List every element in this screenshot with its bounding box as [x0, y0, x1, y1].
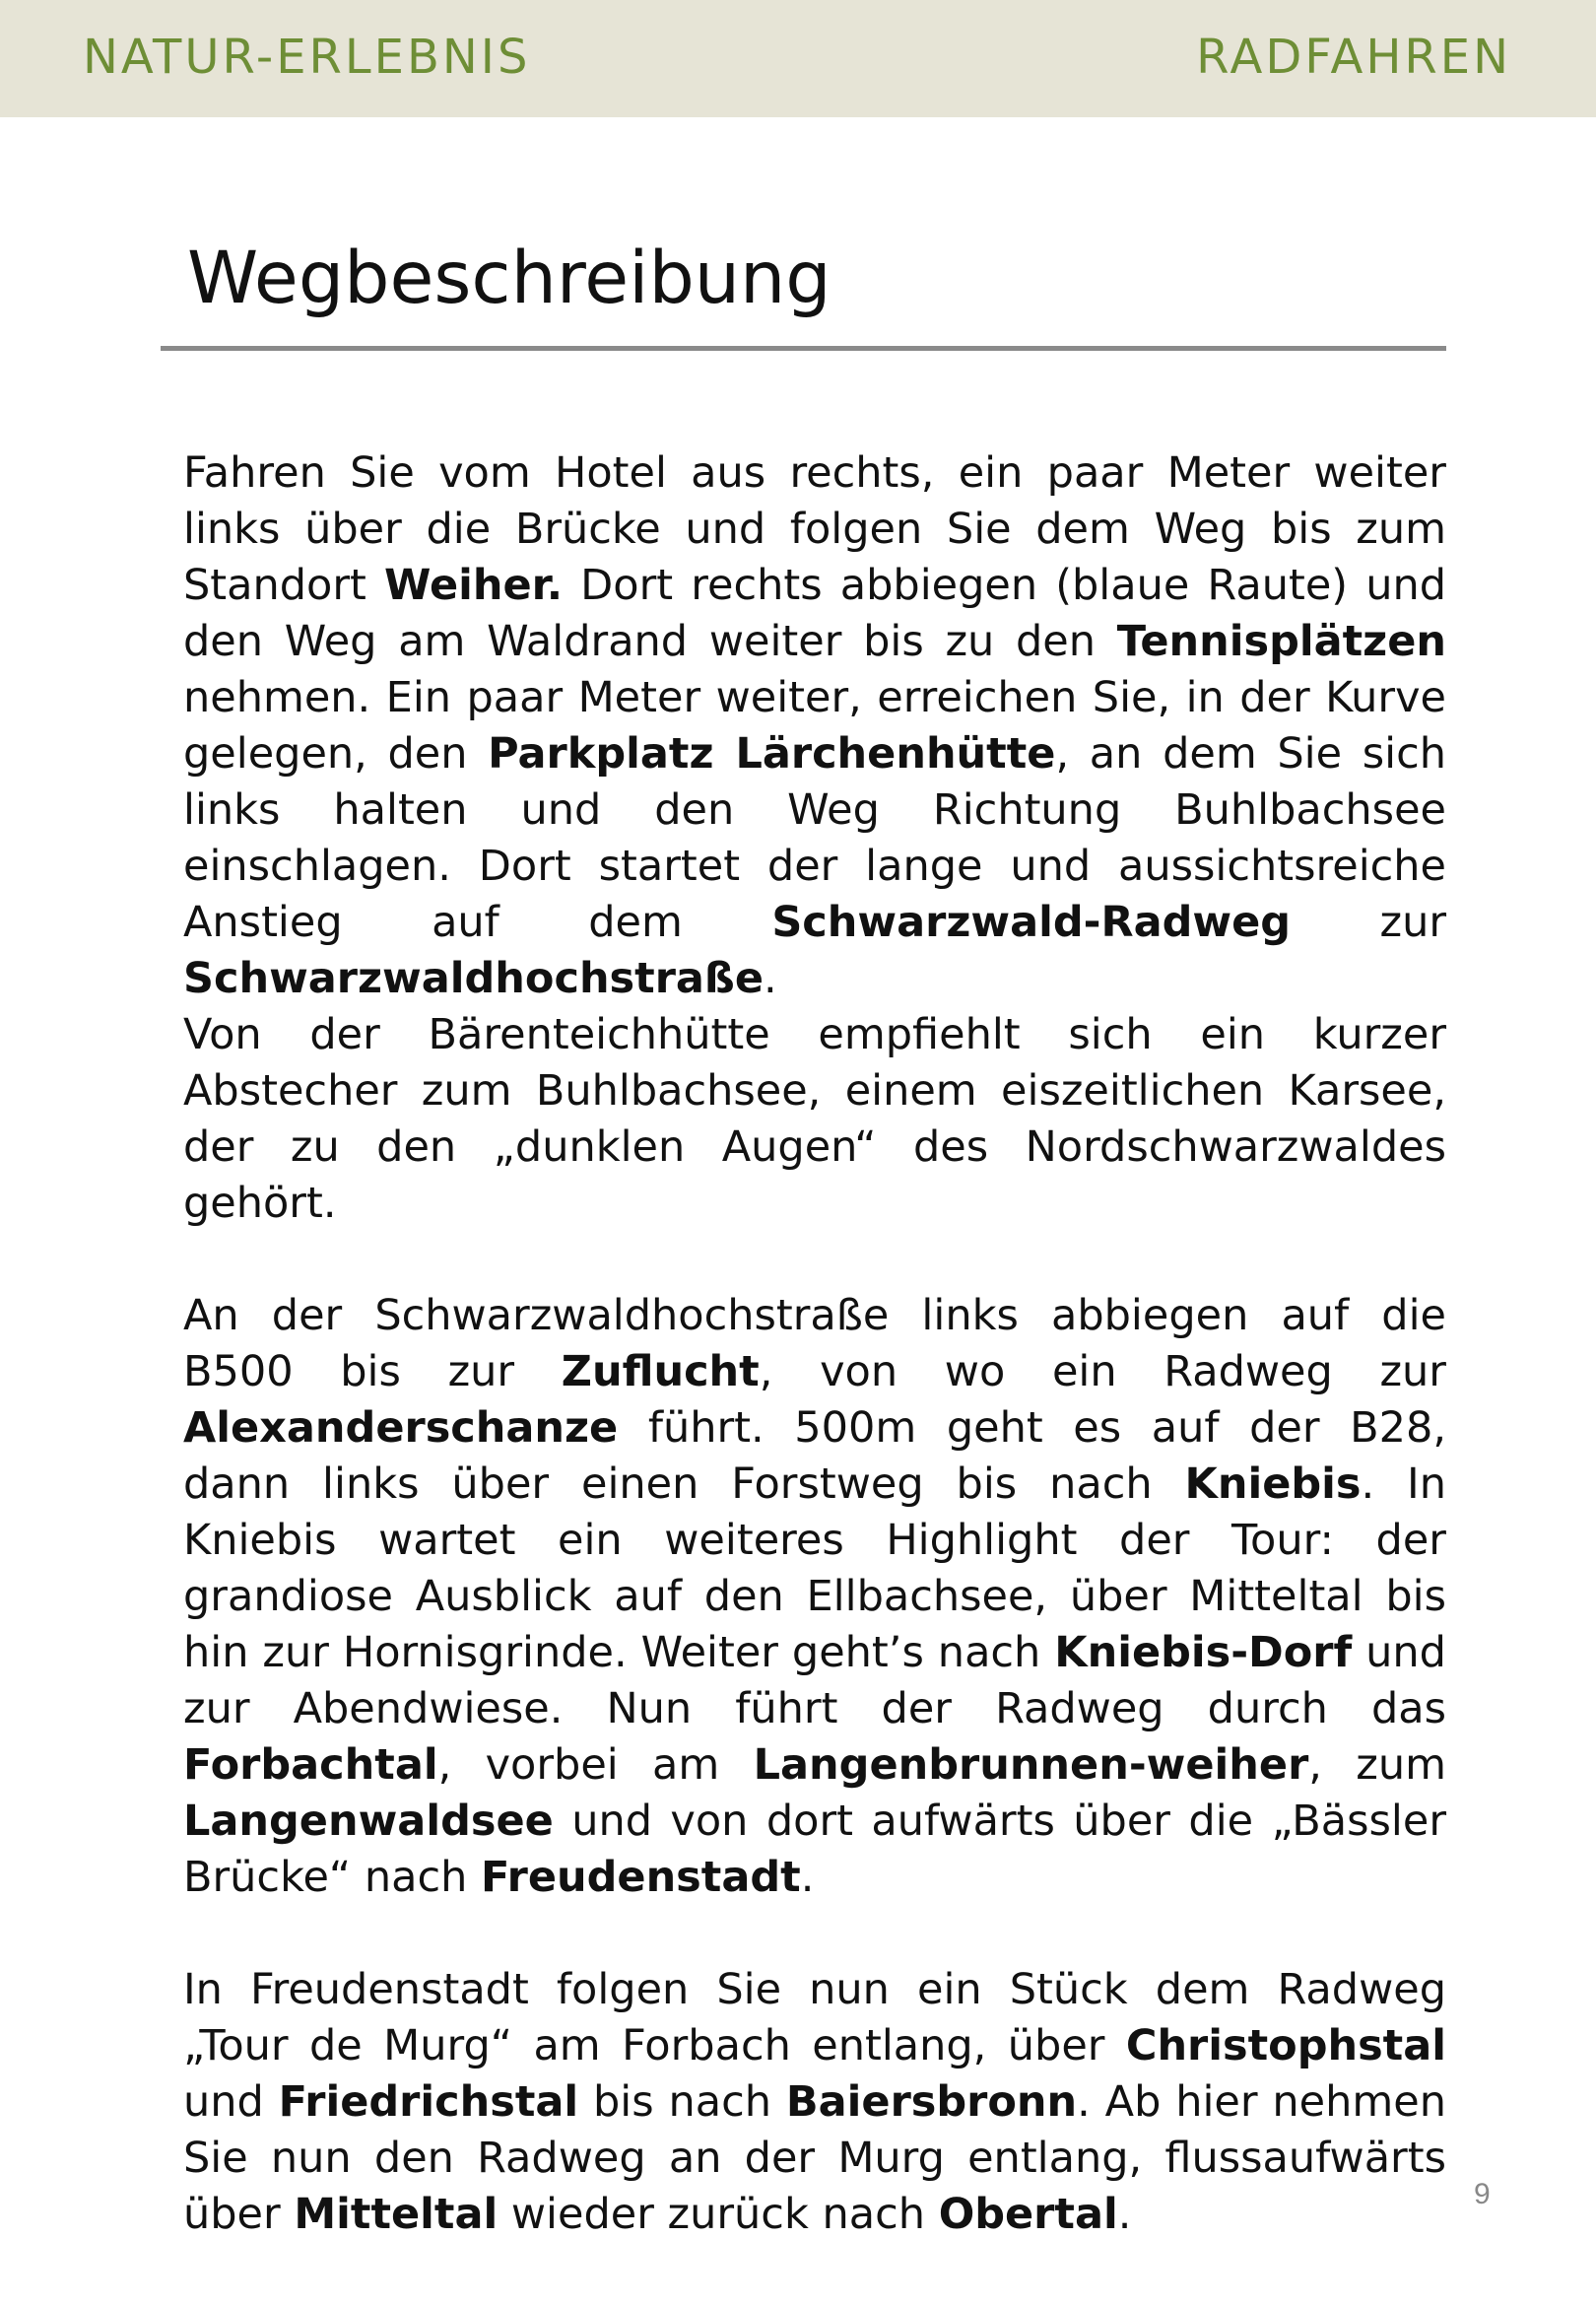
text-segment: , zum	[1308, 1740, 1446, 1790]
paragraph	[183, 1962, 1446, 2243]
place-name: Langenbrunnen-weiher	[753, 1740, 1309, 1790]
place-name: Schwarzwaldhochstraße	[183, 954, 765, 1003]
text-segment: .	[764, 954, 777, 1003]
text-segment: bis nach	[578, 2077, 786, 2127]
text-segment: . Ab hier nehmen Sie nun den Radweg an der Murg entlang, flussaufwärts über	[183, 2077, 1446, 2239]
place-name: Baiersbronn	[785, 2077, 1078, 2127]
place-name: Forbachtal	[183, 1740, 438, 1790]
route-description	[183, 445, 1446, 2243]
place-name: Kniebis-Dorf	[1054, 1628, 1353, 1677]
section-label: NATUR-ERLEBNIS	[83, 30, 531, 85]
paragraph	[183, 1288, 1446, 1906]
text-segment: zur	[1291, 898, 1447, 947]
place-name: Kniebis	[1184, 1459, 1362, 1509]
category-label: RADFAHREN	[1196, 30, 1511, 85]
text-segment: wieder zurück nach	[498, 2190, 939, 2239]
paragraph	[183, 445, 1446, 1007]
place-name: Freudenstadt	[481, 1853, 801, 1902]
title-divider	[161, 346, 1446, 351]
page-number: 9	[1474, 2178, 1491, 2210]
place-name: Friedrichstal	[278, 2077, 579, 2127]
text-segment: führt. 500m geht es auf der B28, dann links über einen Forstweg bis nach	[183, 1403, 1446, 1509]
place-name: Zuflucht	[561, 1347, 760, 1396]
place-name: Schwarzwald-Radweg	[771, 898, 1292, 947]
place-name: Mitteltal	[294, 2190, 499, 2239]
place-name: Alexanderschanze	[183, 1403, 619, 1453]
text-segment: und von dort aufwärts über die „Bässler Brücke“ nach	[183, 1797, 1446, 1902]
place-name: Obertal	[938, 2190, 1118, 2239]
page-title: Wegbeschreibung	[187, 237, 831, 320]
place-name: Parkplatz Lärchenhütte	[488, 729, 1056, 779]
text-segment: , von wo ein Radweg zur	[759, 1347, 1446, 1396]
text-segment: .	[800, 1853, 815, 1902]
text-segment: .	[1117, 2190, 1132, 2239]
header-band	[0, 0, 1596, 117]
text-segment: und zur Abendwiese. Nun führt der Radweg durch das	[183, 1628, 1446, 1733]
text-segment: Von der Bärenteichhütte empfiehlt sich ein kurzer Abstecher zum Buhlbachsee, einem eiszeitlichen Karsee, der zu den „dunklen Augen“ des Nordschwarzwaldes gehört.	[183, 1010, 1446, 1228]
place-name: Christophstal	[1125, 2021, 1446, 2070]
place-name: Tennisplätzen	[1116, 617, 1446, 666]
place-name: Weiher.	[384, 561, 564, 610]
text-segment: In Freudenstadt folgen Sie nun ein Stück dem Radweg „Tour de Murg“ am Forbach entlang, über	[183, 1965, 1446, 2070]
text-segment: . In Kniebis wartet ein weiteres Highlight der Tour: der grandiose Ausblick auf den Ellbachsee, über Mitteltal bis hin zur Hornisgrinde. Weiter geht’s nach	[183, 1459, 1446, 1677]
text-segment: , vorbei am	[437, 1740, 754, 1790]
place-name: Langenwaldsee	[183, 1797, 554, 1846]
text-segment: und	[183, 2077, 279, 2127]
text-segment: nehmen. Ein paar Meter weiter, erreichen Sie, in der Kurve gelegen, den	[183, 673, 1446, 779]
paragraph	[183, 1007, 1446, 1232]
text-segment: , an dem Sie sich links halten und den Weg Richtung Buhlbachsee einschlagen. Dort startet der lange und aussichtsreiche Anstieg auf dem	[183, 729, 1446, 947]
text-segment: Fahren Sie vom Hotel aus rechts, ein paar Meter weiter links über die Brücke und folgen Sie dem Weg bis zum Standort	[183, 448, 1446, 610]
text-segment: Dort rechts abbiegen (blaue Raute) und den Weg am Waldrand weiter bis zu den	[183, 561, 1446, 666]
text-segment: An der Schwarzwaldhochstraße links abbiegen auf die B500 bis zur	[183, 1291, 1446, 1396]
